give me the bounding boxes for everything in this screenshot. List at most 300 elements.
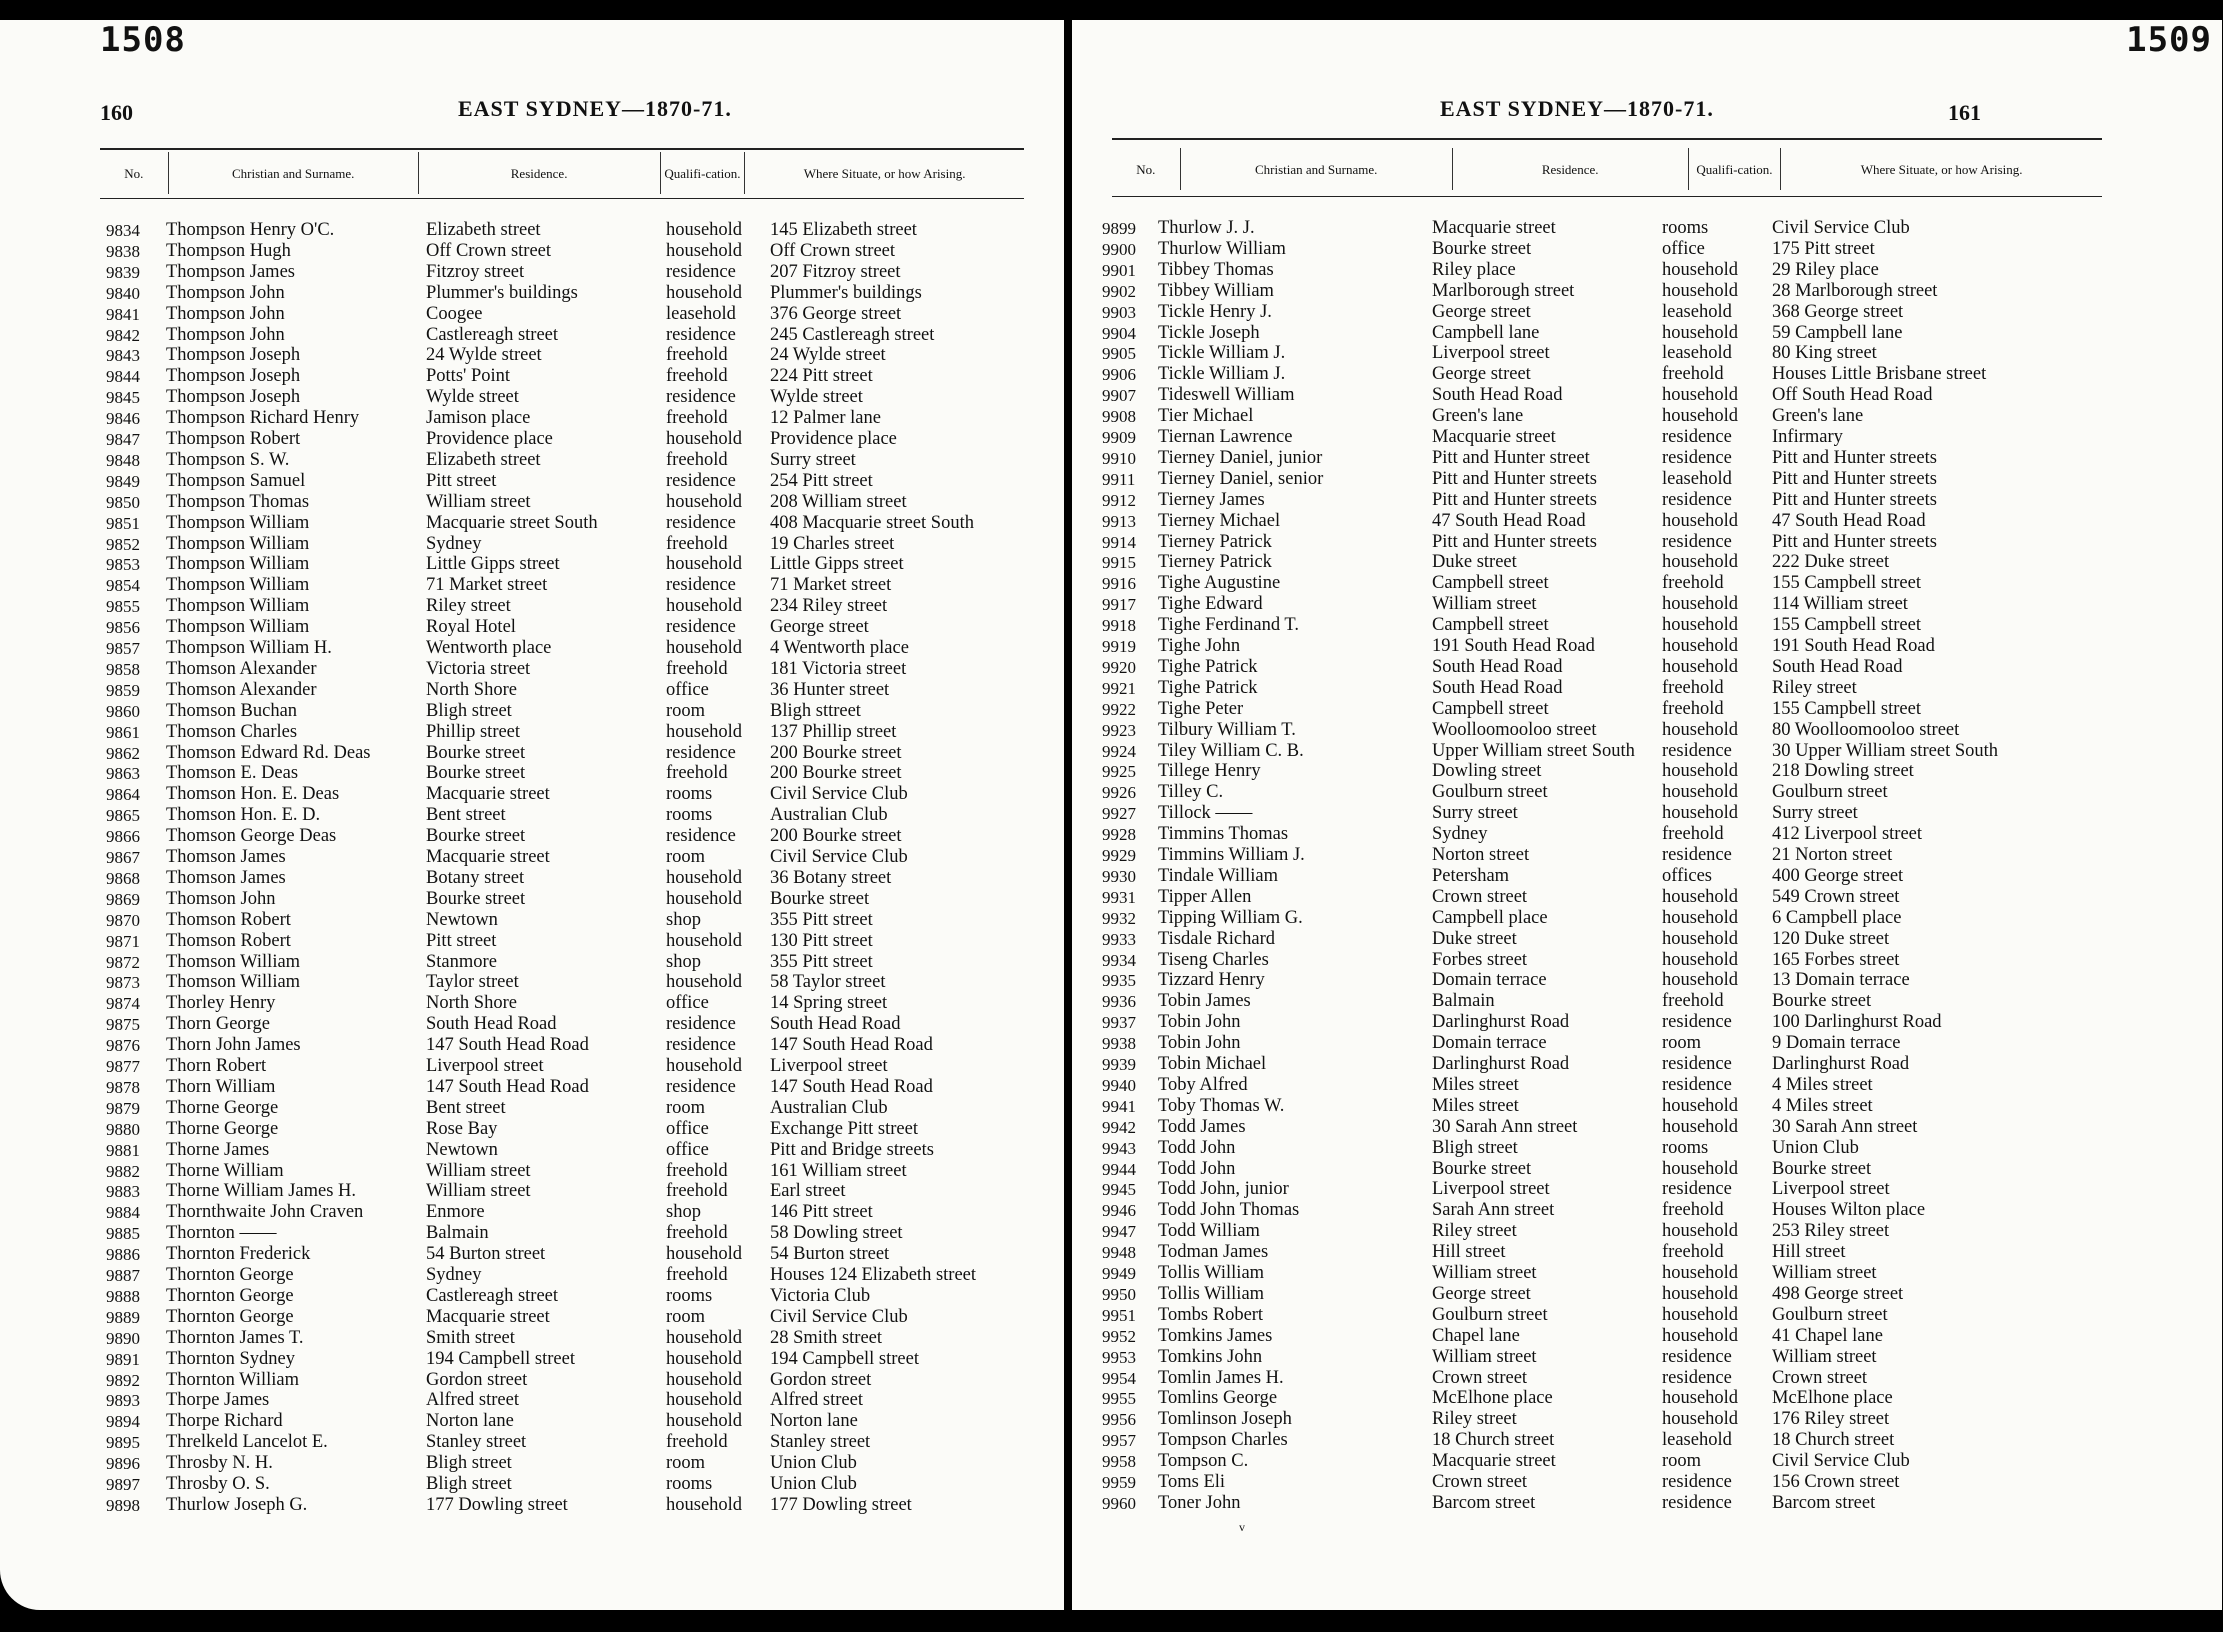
entry-residence: Elizabeth street <box>426 220 541 240</box>
entry-where: Australian Club <box>770 1097 888 1118</box>
entry-qualification: residence <box>1662 1054 1732 1074</box>
entry-where: 24 Wylde street <box>770 345 886 366</box>
entry-qualification: residence <box>666 742 736 763</box>
entry-number: 9866 <box>106 827 140 847</box>
entry-qualification: residence <box>666 324 736 345</box>
entry-number: 9850 <box>106 492 140 512</box>
entry-qualification: household <box>1662 656 1739 677</box>
entry-name: Throsby N. H. <box>166 1453 273 1474</box>
entry-residence: Castlereagh street <box>426 324 559 345</box>
entry-where: Houses 124 Elizabeth street <box>770 1265 977 1285</box>
entry-residence: Phillip street <box>426 721 521 742</box>
entry-residence: Domain terrace <box>1432 1033 1547 1054</box>
entry-qualification: household <box>1662 594 1739 615</box>
entry-residence: Pitt and Hunter streets <box>1432 489 1597 510</box>
entry-number: 9942 <box>1102 1117 1136 1137</box>
entry-qualification: residence <box>1662 1012 1732 1033</box>
entry-qualification: household <box>666 282 743 303</box>
entry-residence: Norton street <box>1432 845 1530 865</box>
entry-where: Pitt and Hunter streets <box>1772 447 1937 468</box>
entry-residence: McElhone place <box>1432 1388 1553 1409</box>
entry-qualification: shop <box>666 1202 701 1223</box>
entry-qualification: residence <box>1662 1367 1732 1388</box>
entry-residence: Castlereagh street <box>426 1285 559 1306</box>
entry-residence: Macquarie street South <box>426 512 598 533</box>
entry-number: 9918 <box>1102 616 1136 636</box>
entry-qualification: freehold <box>1662 1200 1724 1221</box>
entry-residence: Balmain <box>1432 991 1495 1012</box>
entry-name: Tillock —— <box>1158 803 1253 824</box>
entry-residence: George street <box>1432 364 1531 385</box>
entry-qualification: freehold <box>666 1160 728 1181</box>
entry-name: Thompson Robert <box>166 429 301 449</box>
entry-qualification: household <box>1662 510 1739 531</box>
entry-where: 4 Wentworth place <box>770 638 909 658</box>
entry-where: 28 Smith street <box>770 1327 883 1348</box>
header-top-rule <box>1112 138 2102 140</box>
entry-qualification: freehold <box>666 1265 728 1285</box>
entry-residence: Pitt street <box>426 930 497 951</box>
entry-where: 13 Domain terrace <box>1772 970 1910 991</box>
entry-number: 9939 <box>1102 1055 1136 1074</box>
entry-where: Civil Service Club <box>770 847 908 867</box>
entry-number: 9907 <box>1102 386 1136 406</box>
entry-qualification: leasehold <box>1662 468 1732 489</box>
entry-number: 9856 <box>106 618 140 638</box>
entry-where: 18 Church street <box>1772 1430 1895 1451</box>
entry-name: Throsby O. S. <box>166 1474 270 1494</box>
entry-qualification: household <box>666 491 743 512</box>
entry-number: 9852 <box>106 534 140 554</box>
entry-number: 9935 <box>1102 971 1136 991</box>
entry-number: 9917 <box>1102 595 1136 615</box>
entry-where: 120 Duke street <box>1772 928 1890 949</box>
entry-number: 9959 <box>1102 1473 1136 1492</box>
entry-number: 9868 <box>106 868 140 888</box>
entry-name: Tompson C. <box>1158 1451 1249 1472</box>
entry-number: 9928 <box>1102 825 1136 845</box>
entry-residence: Macquarie street <box>426 784 550 805</box>
entry-residence: Bligh street <box>426 1474 512 1494</box>
header-where: Where Situate, or how Arising. <box>803 165 966 181</box>
header-top-rule <box>100 148 1024 150</box>
entry-where: South Head Road <box>770 1014 901 1035</box>
entry-qualification: rooms <box>666 784 713 805</box>
entry-qualification: household <box>1662 803 1739 824</box>
entry-residence: Potts' Point <box>426 366 511 387</box>
entry-qualification: residence <box>1662 845 1732 865</box>
entry-qualification: rooms <box>1662 1137 1709 1158</box>
entry-where: 146 Pitt street <box>770 1202 873 1223</box>
entry-where: Providence place <box>770 429 897 449</box>
entry-name: Thompson James <box>166 261 295 282</box>
entry-number: 9877 <box>106 1057 140 1076</box>
entry-qualification: household <box>666 1494 743 1515</box>
entry-qualification: household <box>1662 719 1739 740</box>
entry-where: Little Gipps street <box>770 554 904 575</box>
entry-qualification: residence <box>666 617 736 638</box>
entry-number: 9934 <box>1102 950 1136 970</box>
entry-residence: 147 South Head Road <box>426 1035 589 1056</box>
entry-where: 224 Pitt street <box>770 366 873 387</box>
entry-qualification: residence <box>1662 1074 1732 1095</box>
entry-residence: Sydney <box>1432 824 1488 845</box>
entry-where: McElhone place <box>1772 1388 1893 1409</box>
entry-number: 9881 <box>106 1140 140 1160</box>
entry-residence: North Shore <box>426 679 517 700</box>
entry-name: Todd John, junior <box>1158 1179 1289 1200</box>
entry-name: Tobin Michael <box>1158 1054 1267 1074</box>
entry-qualification: household <box>666 638 743 658</box>
entry-name: Thomson Charles <box>166 721 298 742</box>
entry-residence: Campbell street <box>1432 615 1549 636</box>
entry-number: 9862 <box>106 743 140 763</box>
entry-name: Tighe Augustine <box>1158 573 1281 594</box>
entry-residence: South Head Road <box>426 1014 557 1035</box>
entry-where: Pitt and Hunter streets <box>1772 468 1937 489</box>
entry-name: Tomlin James H. <box>1158 1367 1284 1388</box>
entry-number: 9929 <box>1102 846 1136 865</box>
entry-name: Tipping William G. <box>1158 907 1303 928</box>
entry-where: Darlinghurst Road <box>1772 1054 1910 1074</box>
entry-residence: Bourke street <box>1432 238 1532 259</box>
entry-number: 9894 <box>106 1412 140 1432</box>
entry-name: Tighe John <box>1158 636 1241 656</box>
entry-number: 9876 <box>106 1036 140 1056</box>
entry-name: Thorpe Richard <box>166 1411 283 1432</box>
entry-name: Tierney James <box>1158 489 1265 510</box>
entry-where: George street <box>770 617 869 638</box>
entry-name: Thompson John <box>166 303 285 324</box>
entry-qualification: household <box>1662 552 1739 573</box>
entry-number: 9958 <box>1102 1452 1136 1472</box>
entry-number: 9888 <box>106 1286 140 1306</box>
entry-qualification: household <box>666 1411 743 1432</box>
entry-residence: Taylor street <box>426 972 519 993</box>
entry-qualification: residence <box>1662 1179 1732 1200</box>
entry-where: Pitt and Hunter streets <box>1772 489 1937 510</box>
entry-qualification: shop <box>666 951 701 972</box>
entry-number: 9891 <box>106 1349 140 1369</box>
entry-name: Thomson Alexander <box>166 679 317 700</box>
entry-residence: Riley street <box>1432 1221 1517 1242</box>
entry-where: 549 Crown street <box>1772 886 1900 907</box>
entry-residence: Coogee <box>426 303 483 324</box>
entry-number: 9921 <box>1102 678 1136 698</box>
entry-residence: Sarah Ann street <box>1432 1200 1555 1221</box>
entry-qualification: freehold <box>1662 573 1724 594</box>
entry-where: 253 Riley street <box>1772 1221 1890 1242</box>
entry-name: Thomson William <box>166 972 301 993</box>
entry-residence: Balmain <box>426 1223 489 1244</box>
entry-where: 408 Macquarie street South <box>770 512 974 533</box>
entry-qualification: household <box>1662 761 1739 782</box>
entry-residence: Newtown <box>426 1139 498 1160</box>
entry-where: 368 George street <box>1772 301 1904 322</box>
entry-residence: 71 Market street <box>426 575 548 596</box>
entry-name: Tombs Robert <box>1158 1304 1264 1325</box>
entry-residence: Stanmore <box>426 951 497 972</box>
entry-number: 9955 <box>1102 1389 1136 1409</box>
entry-number: 9873 <box>106 973 140 993</box>
entry-name: Tilbury William T. <box>1158 719 1296 740</box>
entry-name: Tighe Patrick <box>1158 677 1258 698</box>
folio-stamp: 1508 <box>100 20 186 60</box>
entry-residence: Surry street <box>1432 803 1518 824</box>
entry-name: Tierney Patrick <box>1158 531 1272 552</box>
entry-where: 4 Miles street <box>1772 1095 1873 1116</box>
entry-residence: 47 South Head Road <box>1432 510 1586 531</box>
entry-name: Tipper Allen <box>1158 886 1252 907</box>
entry-where: 254 Pitt street <box>770 470 873 491</box>
entry-number: 9920 <box>1102 657 1136 677</box>
entry-qualification: residence <box>1662 489 1732 510</box>
entry-name: Thomson John <box>166 888 276 909</box>
entry-residence: Darlinghurst Road <box>1432 1054 1570 1074</box>
entry-where: Surry street <box>770 449 856 470</box>
entry-residence: Bourke street <box>426 763 526 784</box>
entry-qualification: residence <box>666 1014 736 1035</box>
entry-name: Tierney Daniel, senior <box>1158 468 1324 489</box>
entry-residence: William street <box>1432 1346 1537 1367</box>
entry-residence: Bourke street <box>426 888 526 909</box>
entry-residence: 177 Dowling street <box>426 1494 568 1515</box>
entry-name: Tobin James <box>1158 991 1251 1012</box>
entry-residence: Bent street <box>426 805 506 826</box>
entry-residence: Alfred street <box>426 1390 519 1411</box>
entry-where: Crown street <box>1772 1367 1868 1388</box>
entry-qualification: household <box>666 1244 743 1265</box>
header-qualification: Qualifi-cation. <box>1689 148 1782 190</box>
entry-name: Thomson Buchan <box>166 700 298 721</box>
entry-name: Thorn John James <box>166 1035 301 1056</box>
entry-name: Thornton George <box>166 1265 294 1285</box>
entry-residence: Sydney <box>426 1265 482 1285</box>
entry-number: 9857 <box>106 639 140 658</box>
entry-number: 9842 <box>106 325 140 345</box>
entry-number: 9847 <box>106 430 140 449</box>
entry-number: 9916 <box>1102 574 1136 594</box>
entry-name: Thurlow J. J. <box>1158 218 1255 238</box>
entry-number: 9941 <box>1102 1096 1136 1116</box>
entry-qualification: residence <box>1662 427 1732 447</box>
entry-number: 9922 <box>1102 699 1136 719</box>
entry-name: Thornton George <box>166 1285 294 1306</box>
entry-name: Tierney Michael <box>1158 510 1281 531</box>
entry-name: Thornton —— <box>166 1223 277 1244</box>
entry-number: 9858 <box>106 659 140 679</box>
entry-qualification: room <box>666 1306 706 1327</box>
entry-qualification: freehold <box>1662 364 1724 385</box>
entry-qualification: rooms <box>1662 218 1709 238</box>
entry-residence: Enmore <box>426 1202 485 1223</box>
entry-number: 9896 <box>106 1454 140 1474</box>
entry-qualification: freehold <box>1662 1242 1724 1263</box>
entry-name: Thorn George <box>166 1014 270 1035</box>
entry-residence: Miles street <box>1432 1074 1519 1095</box>
entry-qualification: leasehold <box>1662 1430 1732 1451</box>
entry-name: Thompson William <box>166 533 310 554</box>
entry-where: 19 Charles street <box>770 533 895 554</box>
entry-where: Pitt and Hunter streets <box>1772 531 1937 552</box>
entry-qualification: freehold <box>666 1432 728 1453</box>
entry-name: Todd John Thomas <box>1158 1200 1300 1221</box>
entry-name: Tollis William <box>1158 1263 1265 1283</box>
column-header-row <box>1112 148 2102 190</box>
entry-number: 9952 <box>1102 1326 1136 1346</box>
entry-number: 9948 <box>1102 1243 1136 1263</box>
entry-qualification: household <box>1662 1409 1739 1430</box>
entry-qualification: freehold <box>666 763 728 784</box>
entry-name: Thompson S. W. <box>166 449 290 470</box>
entry-qualification: household <box>1662 928 1739 949</box>
entry-qualification: household <box>666 240 743 261</box>
entry-residence: Rose Bay <box>426 1118 498 1139</box>
entry-where: 177 Dowling street <box>770 1494 912 1515</box>
entry-number: 9947 <box>1102 1222 1136 1242</box>
entry-where: William street <box>1772 1346 1877 1367</box>
entry-residence: Riley street <box>426 596 511 617</box>
entry-qualification: household <box>1662 385 1739 406</box>
entry-number: 9840 <box>106 283 140 303</box>
entry-name: Tickle Joseph <box>1158 322 1260 343</box>
entry-number: 9950 <box>1102 1284 1136 1304</box>
entry-number: 9905 <box>1102 344 1136 364</box>
entry-residence: Norton lane <box>426 1411 514 1432</box>
entry-qualification: freehold <box>666 408 728 429</box>
entry-residence: Bligh street <box>1432 1137 1518 1158</box>
entry-where: Earl street <box>770 1181 846 1202</box>
entry-residence: Goulburn street <box>1432 782 1548 803</box>
entry-where: 200 Bourke street <box>770 826 902 847</box>
entry-residence: Dowling street <box>1432 761 1542 782</box>
entry-number: 9949 <box>1102 1264 1136 1283</box>
entry-name: Thornton James T. <box>166 1327 304 1348</box>
entry-where: 59 Campbell lane <box>1772 322 1903 343</box>
entry-number: 9946 <box>1102 1201 1136 1221</box>
entry-qualification: household <box>666 1390 743 1411</box>
entry-number: 9853 <box>106 555 140 575</box>
entry-qualification: residence <box>666 261 736 282</box>
entry-name: Thompson Thomas <box>166 491 310 512</box>
entry-number: 9865 <box>106 806 140 826</box>
entry-residence: Macquarie street <box>1432 427 1556 447</box>
entry-residence: Liverpool street <box>1432 1179 1550 1200</box>
entry-number: 9855 <box>106 597 140 617</box>
entry-qualification: household <box>1662 1221 1739 1242</box>
entry-qualification: room <box>666 1097 706 1118</box>
entry-residence: 54 Burton street <box>426 1244 546 1265</box>
entry-qualification: household <box>1662 1388 1739 1409</box>
entry-where: 400 George street <box>1772 865 1904 886</box>
entry-name: Tomkins John <box>1158 1346 1263 1367</box>
entry-qualification: household <box>1662 1283 1739 1304</box>
entry-where: 155 Campbell street <box>1772 573 1921 594</box>
entry-number: 9909 <box>1102 428 1136 447</box>
entry-where: 6 Campbell place <box>1772 907 1902 928</box>
entry-number: 9861 <box>106 722 140 742</box>
entry-number: 9938 <box>1102 1034 1136 1054</box>
entry-number: 9912 <box>1102 490 1136 510</box>
entry-number: 9893 <box>106 1391 140 1411</box>
entry-residence: Royal Hotel <box>426 617 516 638</box>
entry-number: 9886 <box>106 1245 140 1265</box>
entry-residence: Marlborough street <box>1432 280 1575 301</box>
entry-qualification: room <box>666 1453 706 1474</box>
entry-residence: Riley place <box>1432 259 1516 280</box>
entry-name: Thompson Joseph <box>166 345 301 366</box>
entry-qualification: freehold <box>1662 698 1724 719</box>
entry-where: 156 Crown street <box>1772 1472 1900 1492</box>
header-residence: Residence. <box>1453 148 1689 190</box>
entry-residence: Jamison place <box>426 408 531 429</box>
entry-residence: North Shore <box>426 993 517 1014</box>
entry-number: 9954 <box>1102 1368 1136 1388</box>
entry-name: Tomkins James <box>1158 1325 1273 1346</box>
entry-name: Todd John <box>1158 1158 1236 1179</box>
entry-number: 9884 <box>106 1203 140 1223</box>
entry-number: 9936 <box>1102 992 1136 1012</box>
entry-residence: Duke street <box>1432 928 1517 949</box>
entry-where: 176 Riley street <box>1772 1409 1890 1430</box>
entry-where: Goulburn street <box>1772 1304 1888 1325</box>
entry-number: 9943 <box>1102 1138 1136 1158</box>
entry-residence: Macquarie street <box>426 1306 550 1327</box>
entry-number: 9860 <box>106 701 140 721</box>
entry-residence: Forbes street <box>1432 949 1528 970</box>
entry-residence: Campbell street <box>1432 573 1549 594</box>
entry-number: 9834 <box>106 221 140 240</box>
entry-where: 58 Dowling street <box>770 1223 903 1244</box>
entry-name: Thompson John <box>166 324 285 345</box>
entry-where: 376 George street <box>770 303 902 324</box>
entry-name: Timmins William J. <box>1158 845 1305 865</box>
header-bottom-rule <box>100 198 1024 199</box>
entry-name: Tizzard Henry <box>1158 970 1265 991</box>
entry-where: Houses Wilton place <box>1772 1200 1926 1221</box>
entry-number: 9854 <box>106 576 140 596</box>
entry-where: Hill street <box>1772 1242 1846 1263</box>
entry-where: Green's lane <box>1772 406 1864 427</box>
entry-qualification: household <box>666 972 743 993</box>
entry-name: Thorley Henry <box>166 993 276 1014</box>
entry-qualification: office <box>1662 238 1705 259</box>
entry-residence: Wentworth place <box>426 638 552 658</box>
entry-qualification: household <box>1662 322 1739 343</box>
entry-residence: Off Crown street <box>426 240 552 261</box>
entry-name: Tillege Henry <box>1158 761 1261 782</box>
running-head: EAST SYDNEY—1870-71. <box>1440 96 1714 121</box>
entry-name: Thompson Joseph <box>166 366 301 387</box>
entry-residence: South Head Road <box>1432 385 1563 406</box>
entry-where: 245 Castlereagh street <box>770 324 935 345</box>
entry-where: 100 Darlinghurst Road <box>1772 1012 1942 1033</box>
entry-number: 9932 <box>1102 908 1136 928</box>
entry-number: 9872 <box>106 952 140 972</box>
entry-name: Todman James <box>1158 1242 1269 1263</box>
entry-residence: Green's lane <box>1432 406 1524 427</box>
entry-number: 9927 <box>1102 804 1136 824</box>
entry-residence: Pitt street <box>426 470 497 491</box>
entry-qualification: residence <box>1662 1346 1732 1367</box>
entry-qualification: household <box>666 596 743 617</box>
entry-residence: William street <box>1432 1263 1537 1283</box>
entry-name: Tobin John <box>1158 1033 1241 1054</box>
entry-number: 9910 <box>1102 448 1136 468</box>
entry-residence: George street <box>1432 301 1531 322</box>
entry-residence: Riley street <box>1432 1409 1517 1430</box>
entry-residence: 194 Campbell street <box>426 1348 575 1369</box>
